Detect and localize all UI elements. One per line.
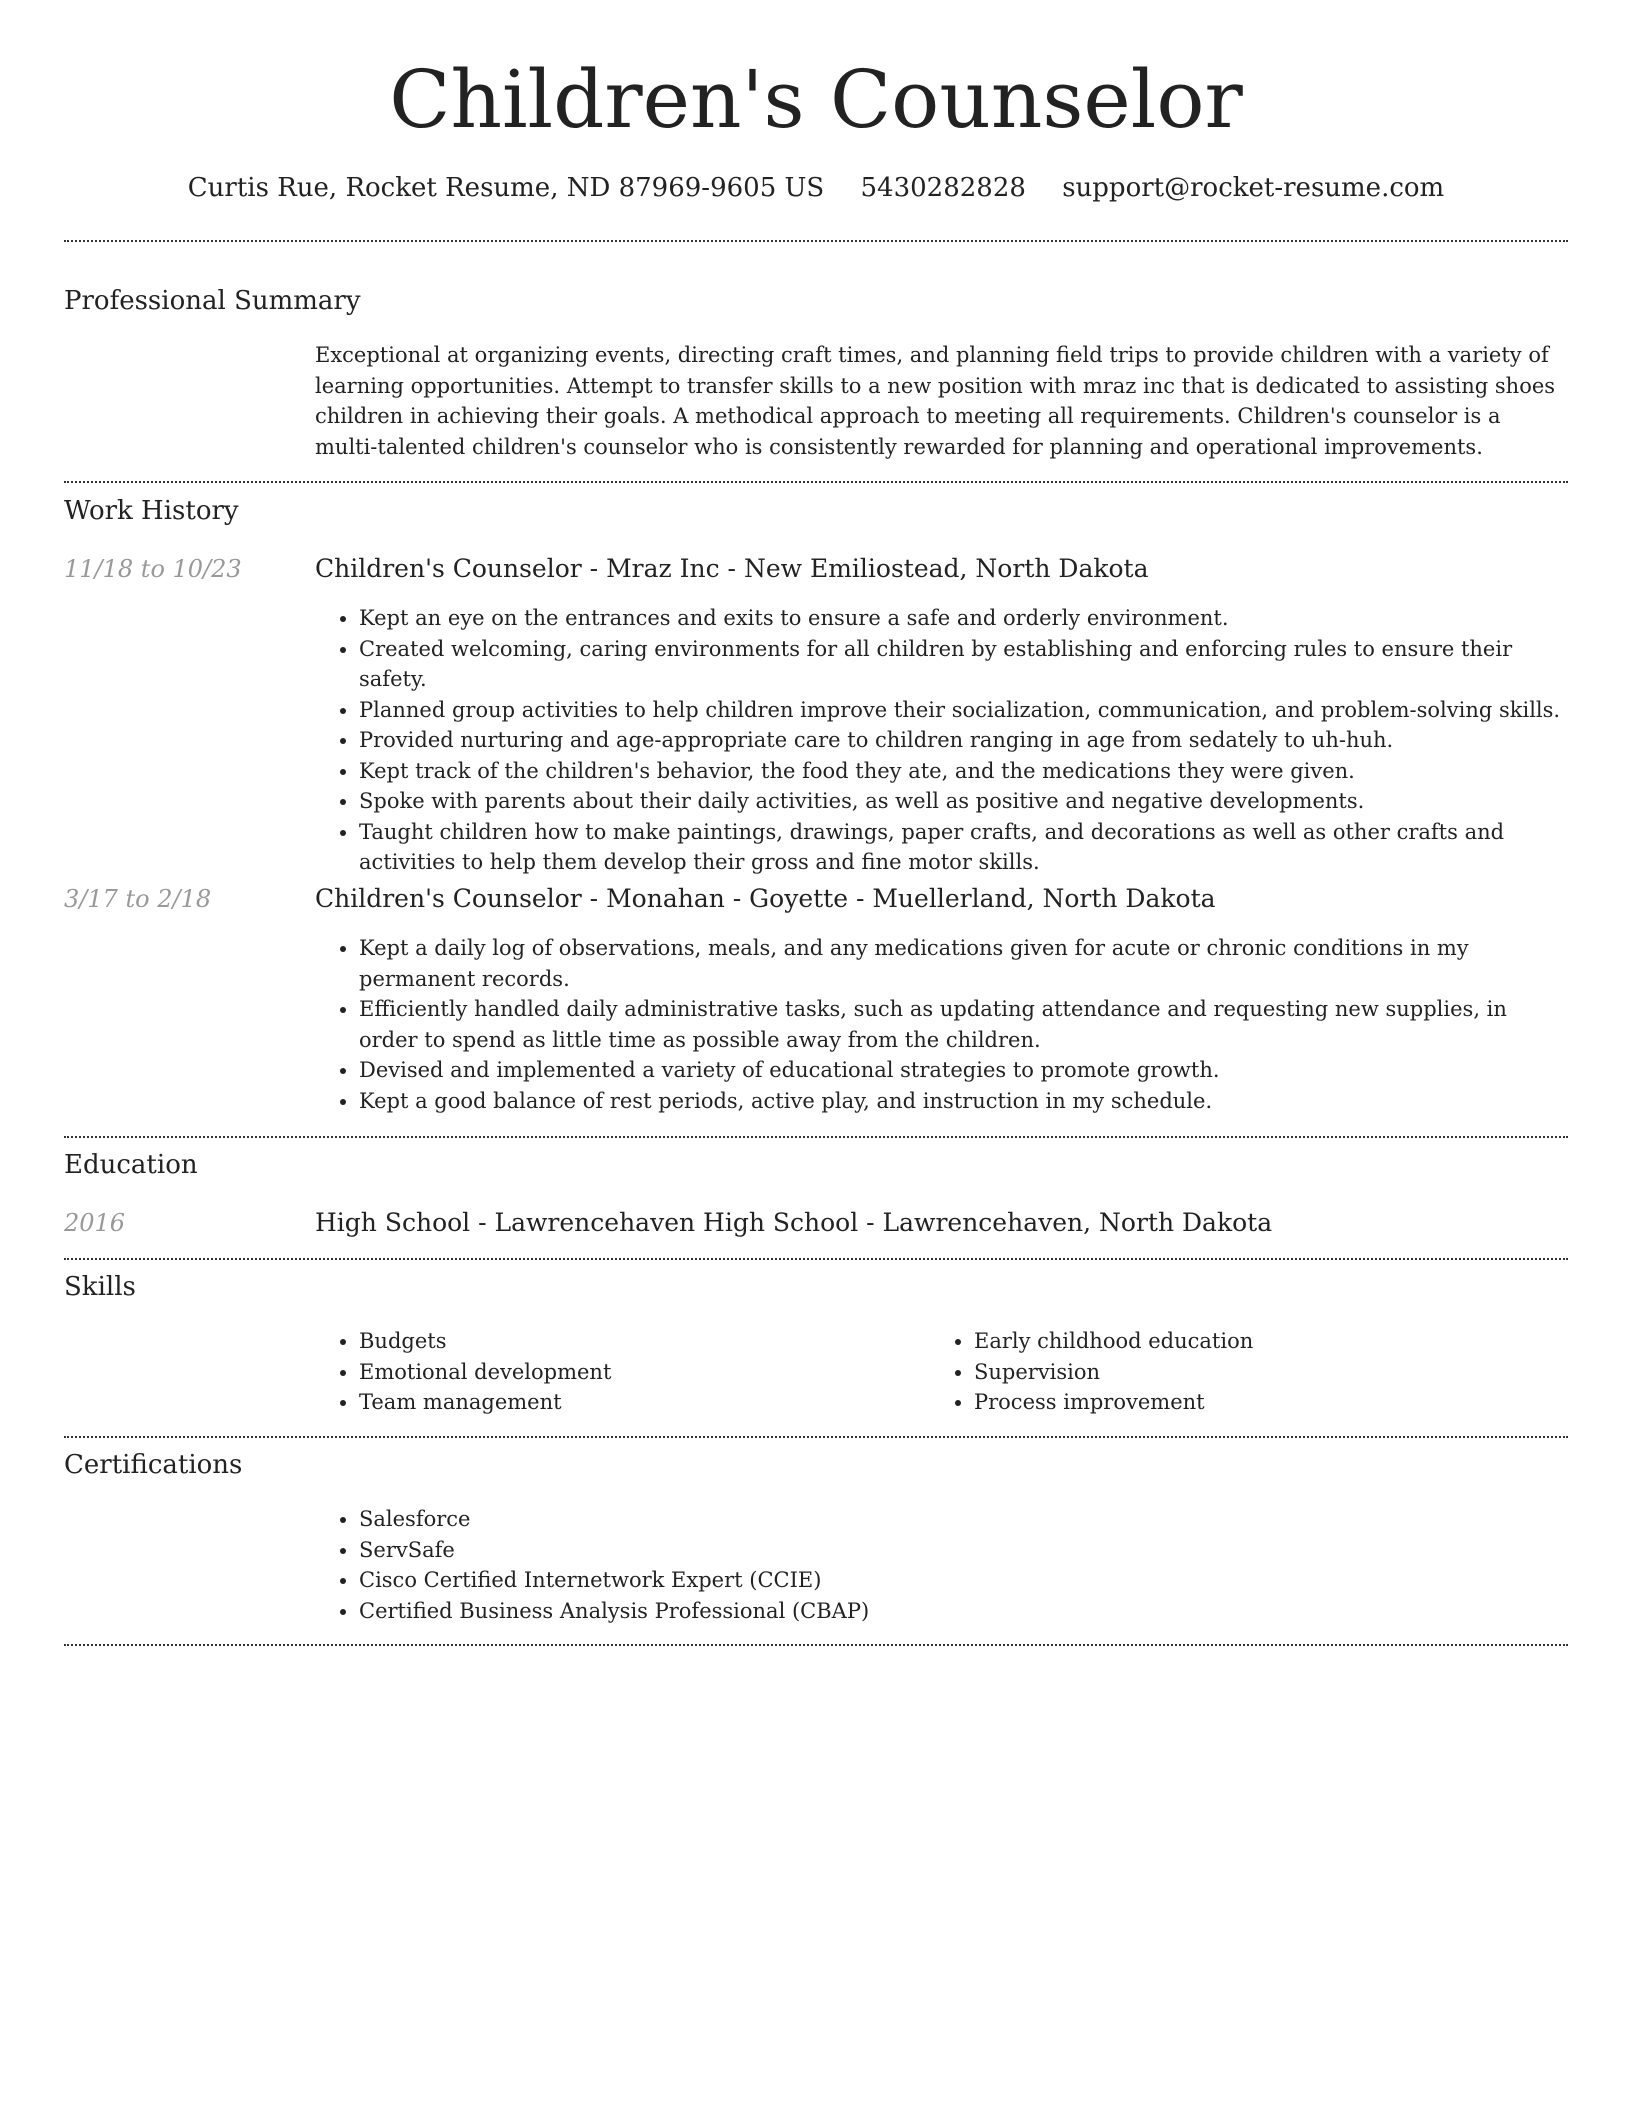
list-item: • Salesforce <box>359 1504 1568 1535</box>
list-item: • Emotional development <box>359 1357 915 1388</box>
certifications-list <box>315 1504 1568 1626</box>
section-divider <box>64 240 1568 242</box>
section-divider <box>64 1436 1568 1438</box>
contact-email: support@rocket-resume.com <box>1062 173 1445 203</box>
list-item: • Planned group activities to help children improve their socialization, communication, and problem-solving skills. <box>359 695 1568 726</box>
list-item: • Efficiently handled daily administrative tasks, such as updating attendance and requesting new supplies, in order to spend as little time as possible away from the children. <box>359 994 1568 1055</box>
resume-title: Children's Counselor <box>389 53 1243 146</box>
job-title: Children's Counselor - Mraz Inc - New Emiliostead, North Dakota <box>315 554 1149 583</box>
list-item: • Taught children how to make paintings, drawings, paper crafts, and decorations as well as other crafts and activities to help them develop their gross and fine motor skills. <box>359 817 1568 878</box>
section-heading-certifications: Certifications <box>64 1450 243 1480</box>
list-item: • Spoke with parents about their daily activities, as well as positive and negative developments. <box>359 786 1568 817</box>
summary-text: Exceptional at organizing events, directing craft times, and planning field trips to provide children with a variety of learning opportunities. Attempt to transfer skills to a new position with mraz inc that is dedicated to assisting shoes children in achieving their goals. A methodical approach to meeting all requirements. Children's counselor is a multi-talented children's counselor who is consistently rewarded for planning and operational improvements. <box>315 343 1556 459</box>
section-heading-education: Education <box>64 1150 198 1180</box>
job-bullets <box>315 933 1568 1116</box>
contact-line <box>64 170 1568 206</box>
list-item: • Devised and implemented a variety of educational strategies to promote growth. <box>359 1055 1568 1086</box>
section-heading-skills: Skills <box>64 1272 136 1302</box>
list-item: • Kept track of the children's behavior, the food they ate, and the medications they were given. <box>359 756 1568 787</box>
section-divider <box>64 1258 1568 1260</box>
section-heading-work: Work History <box>64 496 239 526</box>
list-item: • Created welcoming, caring environments for all children by establishing and enforcing rules to ensure their safety. <box>359 634 1568 695</box>
education-title: High School - Lawrencehaven High School - Lawrencehaven, North Dakota <box>315 1208 1273 1237</box>
list-item: • Cisco Certified Internetwork Expert (CCIE) <box>359 1565 1568 1596</box>
list-item: • ServSafe <box>359 1535 1568 1566</box>
list-item: • Kept a good balance of rest periods, active play, and instruction in my schedule. <box>359 1086 1568 1117</box>
section-divider <box>64 1136 1568 1138</box>
contact-phone: 5430282828 <box>860 173 1026 203</box>
skills-list-right <box>930 1326 1530 1418</box>
section-divider <box>64 1644 1568 1646</box>
job-dates: 11/18 to 10/23 <box>64 555 242 583</box>
list-item: • Early childhood education <box>974 1326 1530 1357</box>
list-item: • Supervision <box>974 1357 1530 1388</box>
section-heading-summary: Professional Summary <box>64 286 361 316</box>
list-item: • Certified Business Analysis Professional (CBAP) <box>359 1596 1568 1627</box>
list-item: • Process improvement <box>974 1387 1530 1418</box>
section-divider <box>64 481 1568 483</box>
list-item: • Team management <box>359 1387 915 1418</box>
job-dates: 3/17 to 2/18 <box>64 885 212 913</box>
list-item: • Kept a daily log of observations, meals, and any medications given for acute or chronic conditions in my permanent records. <box>359 933 1568 994</box>
list-item: • Kept an eye on the entrances and exits to ensure a safe and orderly environment. <box>359 603 1568 634</box>
list-item: • Provided nurturing and age-appropriate care to children ranging in age from sedately to uh-huh. <box>359 725 1568 756</box>
list-item: • Budgets <box>359 1326 915 1357</box>
skills-list-left <box>315 1326 915 1418</box>
education-year: 2016 <box>64 1209 126 1237</box>
contact-address: Curtis Rue, Rocket Resume, ND 87969-9605 US <box>187 173 825 203</box>
job-bullets <box>315 603 1568 878</box>
job-title: Children's Counselor - Monahan - Goyette - Muellerland, North Dakota <box>315 884 1216 913</box>
